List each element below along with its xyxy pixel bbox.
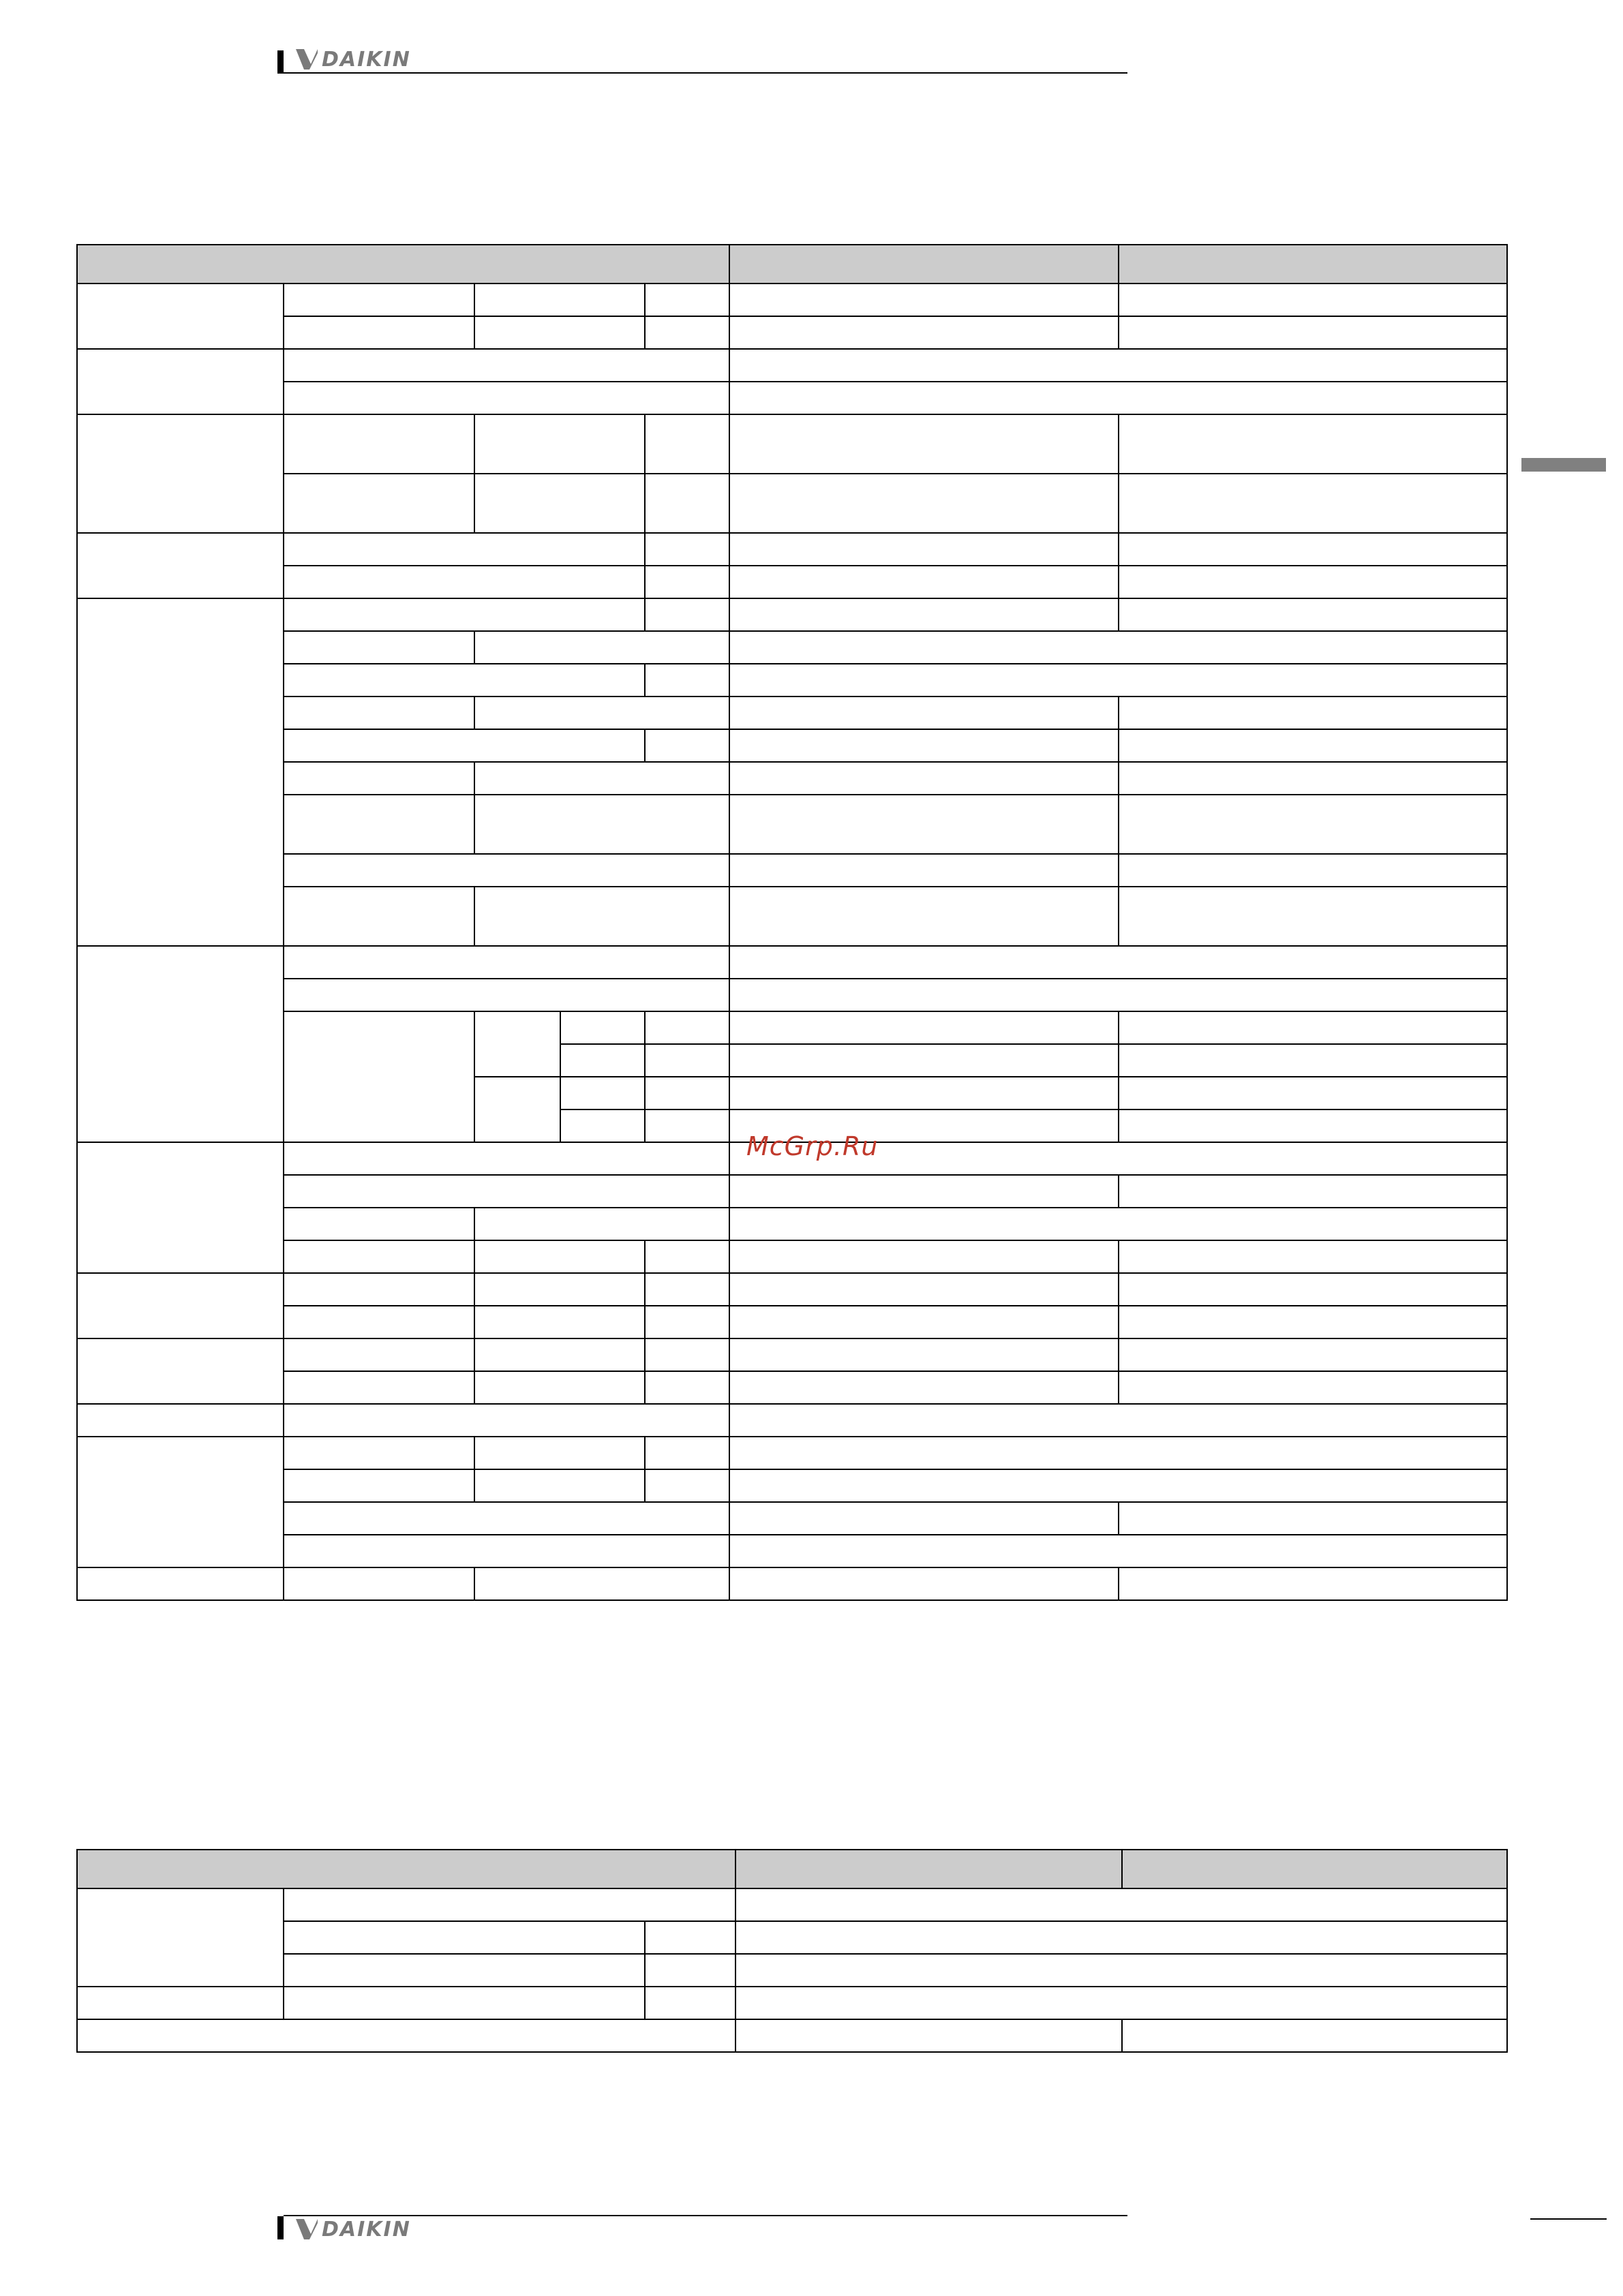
table-row — [77, 979, 1507, 1011]
table-cell — [729, 1371, 1119, 1404]
table-cell — [735, 1954, 1507, 1987]
table-cell — [77, 1142, 284, 1273]
table-cell — [284, 795, 474, 854]
table-cell — [77, 946, 284, 1142]
table-cell — [474, 474, 645, 533]
table-cell — [729, 414, 1119, 474]
table-row — [77, 566, 1507, 598]
table-row — [77, 1338, 1507, 1371]
header-accent-bar — [277, 50, 284, 74]
table-cell — [729, 1535, 1507, 1567]
footer-brand: DAIKIN — [322, 2217, 411, 2241]
table-cell — [77, 284, 284, 349]
table-cell — [645, 1011, 729, 1044]
daikin-logo-icon — [296, 49, 318, 70]
table-cell — [729, 1273, 1119, 1306]
table-cell — [729, 349, 1507, 382]
table-row — [77, 414, 1507, 474]
header-brand: DAIKIN — [322, 47, 411, 72]
header-cell — [77, 245, 729, 284]
table-cell — [1119, 854, 1507, 887]
table-row — [77, 533, 1507, 566]
section-tab-marker — [1521, 458, 1606, 472]
table-cell — [77, 533, 284, 598]
table-cell — [645, 1469, 729, 1502]
table-row — [77, 1567, 1507, 1600]
table-cell — [735, 1987, 1507, 2019]
table-cell — [284, 598, 645, 631]
table-row — [77, 316, 1507, 349]
table-cell — [729, 1567, 1119, 1600]
table-cell — [729, 631, 1507, 664]
table-cell — [284, 1987, 645, 2019]
table-cell — [735, 1888, 1507, 1921]
table-cell — [284, 1921, 645, 1954]
table-cell — [645, 1921, 735, 1954]
table-cell — [729, 795, 1119, 854]
table-row — [77, 631, 1507, 664]
table-row — [77, 1273, 1507, 1306]
table-cell — [1119, 533, 1507, 566]
table-cell — [729, 1338, 1119, 1371]
table-cell — [1119, 598, 1507, 631]
table-cell — [645, 1044, 729, 1077]
table-cell — [284, 1208, 474, 1240]
table-cell — [474, 414, 645, 474]
table-cell — [729, 1469, 1507, 1502]
footer-accent-bar — [277, 2216, 284, 2239]
table-cell — [729, 474, 1119, 533]
table-cell — [560, 1044, 645, 1077]
table-cell — [645, 1273, 729, 1306]
table-row — [77, 762, 1507, 795]
table-cell — [729, 1175, 1119, 1208]
table-cell — [284, 631, 474, 664]
table-cell — [284, 1142, 729, 1175]
table-cell — [645, 1338, 729, 1371]
table-row — [77, 795, 1507, 854]
table-cell — [729, 1306, 1119, 1338]
table-cell — [77, 1437, 284, 1567]
table-cell — [284, 1175, 729, 1208]
header-cell — [735, 1850, 1122, 1888]
table-row — [77, 474, 1507, 533]
table-cell — [735, 2019, 1122, 2052]
table-cell — [474, 887, 729, 946]
table-cell — [284, 887, 474, 946]
table-cell — [474, 1371, 645, 1404]
table-row — [77, 1888, 1507, 1921]
table-cell — [1119, 1175, 1507, 1208]
table-cell — [284, 566, 645, 598]
table-cell — [1119, 1371, 1507, 1404]
table-row — [77, 1469, 1507, 1502]
table-cell — [284, 1240, 474, 1273]
table-cell — [645, 316, 729, 349]
table-cell — [1119, 1011, 1507, 1044]
table-cell — [1119, 474, 1507, 533]
header-cell — [1122, 1850, 1507, 1888]
table-cell — [1119, 1044, 1507, 1077]
header-rule — [284, 72, 1127, 74]
table-cell — [735, 1921, 1507, 1954]
table-cell — [284, 979, 729, 1011]
table-cell — [284, 1371, 474, 1404]
table-row — [77, 382, 1507, 414]
table-cell — [729, 946, 1507, 979]
table-cell — [284, 414, 474, 474]
table-cell — [645, 1109, 729, 1142]
table-cell — [474, 1208, 729, 1240]
table-cell — [1119, 1109, 1507, 1142]
table-cell — [1119, 697, 1507, 729]
table-cell — [729, 1044, 1119, 1077]
table-cell — [729, 382, 1507, 414]
table-row — [77, 854, 1507, 887]
table-cell — [284, 316, 474, 349]
table-cell — [729, 979, 1507, 1011]
table-row — [77, 1987, 1507, 2019]
table-row — [77, 1306, 1507, 1338]
table-cell — [284, 382, 729, 414]
table-cell — [729, 1404, 1507, 1437]
table-cell — [1119, 1338, 1507, 1371]
table-cell — [77, 1338, 284, 1404]
table-cell — [729, 598, 1119, 631]
table-row — [77, 1371, 1507, 1404]
table-cell — [474, 697, 729, 729]
table-cell — [474, 1240, 645, 1273]
table-cell — [1119, 1567, 1507, 1600]
watermark-text: McGrp.Ru — [746, 1131, 879, 1161]
table-row — [77, 1921, 1507, 1954]
table-cell — [729, 887, 1119, 946]
table-cell — [645, 664, 729, 697]
header-logo — [296, 48, 411, 71]
table-cell — [729, 1077, 1119, 1109]
table-cell — [1119, 316, 1507, 349]
table-row — [77, 2019, 1507, 2052]
table-header-row — [77, 245, 1507, 284]
table-row — [77, 1502, 1507, 1535]
table-cell — [284, 1954, 645, 1987]
table-row — [77, 1535, 1507, 1567]
table-cell — [1119, 1240, 1507, 1273]
table-row — [77, 598, 1507, 631]
table-cell — [729, 664, 1507, 697]
table-cell — [1119, 414, 1507, 474]
table-row — [77, 1208, 1507, 1240]
table-cell — [474, 1469, 645, 1502]
table-cell — [560, 1011, 645, 1044]
table-cell — [284, 533, 645, 566]
header-cell — [77, 1850, 735, 1888]
table-cell — [284, 1535, 729, 1567]
table-row — [77, 1011, 1507, 1044]
table-cell — [560, 1109, 645, 1142]
table-cell — [645, 1954, 735, 1987]
table-cell — [284, 1273, 474, 1306]
table-row — [77, 1437, 1507, 1469]
table-cell — [645, 414, 729, 474]
table-row — [77, 697, 1507, 729]
table-cell — [474, 1567, 729, 1600]
table-cell — [77, 414, 284, 533]
table-cell — [1119, 1306, 1507, 1338]
table-row — [77, 729, 1507, 762]
table-cell — [284, 1306, 474, 1338]
spec-table-2 — [76, 1849, 1508, 2053]
table-cell — [284, 284, 474, 316]
spec-table-1 — [76, 244, 1508, 1601]
table-cell — [729, 533, 1119, 566]
table-cell — [284, 1469, 474, 1502]
table-cell — [1119, 762, 1507, 795]
table-cell — [1119, 795, 1507, 854]
table-cell — [284, 854, 729, 887]
table-cell — [729, 729, 1119, 762]
table-cell — [77, 1273, 284, 1338]
table-cell — [645, 1077, 729, 1109]
table-row — [77, 1240, 1507, 1273]
table-cell — [474, 1306, 645, 1338]
table-cell — [77, 1567, 284, 1600]
table-cell — [284, 762, 474, 795]
table-cell — [645, 474, 729, 533]
table-cell — [284, 1888, 735, 1921]
table-cell — [729, 566, 1119, 598]
table-cell — [284, 697, 474, 729]
table-cell — [474, 795, 729, 854]
table-cell — [645, 1306, 729, 1338]
table-cell — [284, 1404, 729, 1437]
table-cell — [474, 1273, 645, 1306]
table-cell — [284, 729, 645, 762]
table-cell — [284, 664, 645, 697]
table-cell — [729, 1011, 1119, 1044]
table-cell — [729, 697, 1119, 729]
table-cell — [284, 946, 729, 979]
table-cell — [77, 349, 284, 414]
table-cell — [284, 1502, 729, 1535]
daikin-logo-icon — [296, 2219, 318, 2239]
table-cell — [645, 533, 729, 566]
table-cell — [1119, 1502, 1507, 1535]
table-row — [77, 1954, 1507, 1987]
table-cell — [284, 1437, 474, 1469]
table-cell — [77, 1888, 284, 1987]
table-cell — [474, 316, 645, 349]
table-cell — [1119, 1077, 1507, 1109]
table-cell — [645, 1987, 735, 2019]
table-cell — [645, 1437, 729, 1469]
table-row — [77, 664, 1507, 697]
table-cell — [474, 1011, 560, 1077]
table-cell — [645, 566, 729, 598]
table-cell — [645, 1371, 729, 1404]
table-cell — [474, 1077, 560, 1142]
table-cell — [729, 316, 1119, 349]
table-cell — [474, 284, 645, 316]
table-cell — [729, 1208, 1507, 1240]
table-cell — [645, 729, 729, 762]
header-cell — [729, 245, 1119, 284]
table-cell — [1119, 887, 1507, 946]
table-cell — [474, 1437, 645, 1469]
table-cell — [1119, 729, 1507, 762]
table-row — [77, 349, 1507, 382]
table-cell — [729, 1240, 1119, 1273]
table-cell — [645, 1240, 729, 1273]
table-row — [77, 887, 1507, 946]
table-row — [77, 1175, 1507, 1208]
table-header-row — [77, 1850, 1507, 1888]
table-cell — [77, 2019, 735, 2052]
table-cell — [284, 1567, 474, 1600]
table-cell — [77, 1404, 284, 1437]
header-cell — [1119, 245, 1507, 284]
table-row — [77, 284, 1507, 316]
table-cell — [1119, 566, 1507, 598]
table-cell — [1122, 2019, 1507, 2052]
table-cell — [474, 631, 729, 664]
footer-logo — [296, 2218, 411, 2241]
table-cell — [1119, 1273, 1507, 1306]
table-cell — [1119, 284, 1507, 316]
table-cell — [474, 1338, 645, 1371]
table-cell — [474, 762, 729, 795]
footer-right-rule — [1530, 2218, 1607, 2220]
table-cell — [284, 349, 729, 382]
table-cell — [729, 1437, 1507, 1469]
table-cell — [284, 1338, 474, 1371]
table-row — [77, 946, 1507, 979]
table-cell — [729, 854, 1119, 887]
table-cell — [77, 598, 284, 946]
table-row — [77, 1404, 1507, 1437]
table-cell — [560, 1077, 645, 1109]
table-cell — [77, 1987, 284, 2019]
table-cell — [645, 284, 729, 316]
table-cell — [284, 474, 474, 533]
table-cell — [729, 1502, 1119, 1535]
table-cell — [284, 1011, 474, 1142]
footer-rule — [284, 2215, 1127, 2216]
table-cell — [729, 284, 1119, 316]
table-cell — [645, 598, 729, 631]
table-cell — [729, 762, 1119, 795]
